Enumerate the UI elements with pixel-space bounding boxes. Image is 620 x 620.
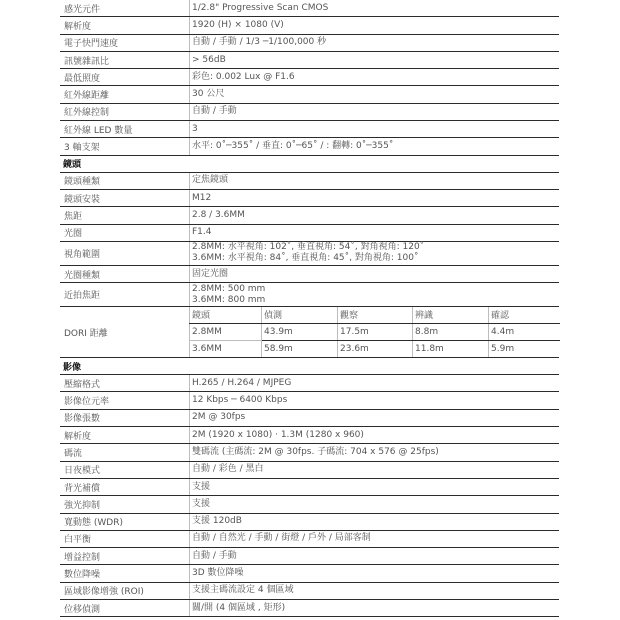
section-lens (60, 173, 559, 358)
spec-value (189, 514, 559, 530)
dori-data-row (190, 340, 560, 357)
spec-value-line: F1.4 (192, 227, 212, 238)
spec-value (189, 225, 559, 241)
spec-value-line: 2M @ 30fps (192, 412, 246, 423)
dori-data-row (190, 323, 560, 340)
spec-value-line: 自動 / 彩色 / 黑白 (192, 464, 264, 475)
spec-value (189, 86, 559, 102)
spec-value (189, 462, 559, 478)
spec-value-line: 定焦鏡頭 (192, 175, 229, 186)
spec-value-line: 自動 / 自然光 / 手動 / 街燈 / 戶外 / 局部客制 (192, 533, 371, 544)
spec-row (60, 444, 559, 461)
spec-value (189, 0, 559, 16)
spec-label: 增益控制 (64, 552, 101, 563)
spec-value (189, 104, 559, 120)
spec-label: 解析度 (64, 431, 92, 442)
spec-label: 視角範圍 (64, 249, 101, 260)
spec-value (189, 496, 559, 512)
spec-row (60, 427, 559, 444)
spec-label: 紅外線 LED 數量 (64, 125, 133, 136)
spec-value (189, 242, 559, 265)
spec-row (60, 266, 559, 283)
spec-row (60, 479, 559, 496)
spec-row (60, 462, 559, 479)
spec-label: 壓縮格式 (64, 379, 101, 390)
spec-label: 白平衡 (64, 535, 92, 546)
spec-value-line: 支援主碼流設定 4 個區域 (192, 585, 294, 596)
spec-value-line: 3.6MM: 800 mm (192, 294, 266, 305)
spec-value (189, 17, 559, 33)
spec-value (189, 207, 559, 223)
spec-value (189, 410, 559, 426)
spec-value-line: 30 公尺 (192, 89, 225, 100)
spec-row (60, 35, 559, 52)
spec-value-line: 2M (1920 x 1080) · 1.3M (1280 x 960) (192, 429, 364, 440)
spec-value-line: 3D 數位降噪 (192, 568, 244, 579)
spec-value-line: 3.6MM: 水平視角: 84˚, 垂直視角: 45˚, 對角視角: 100˚ (192, 253, 419, 264)
spec-label: 訊號雜訊比 (64, 56, 110, 67)
spec-value-line: 支援 (192, 498, 211, 509)
spec-value-line: M12 (192, 192, 212, 203)
spec-label: 紅外線控制 (64, 108, 110, 119)
spec-row (60, 392, 559, 409)
spec-row (60, 225, 559, 242)
spec-row (60, 514, 559, 531)
section-image (60, 375, 559, 617)
spec-row (60, 531, 559, 548)
spec-value-line: 1920 (H) × 1080 (V) (192, 19, 284, 30)
dori-cell: 43.9m (262, 323, 338, 340)
spec-row (60, 283, 559, 307)
spec-label: 碼流 (64, 448, 83, 459)
spec-value-line: > 56dB (192, 54, 226, 65)
spec-row (60, 190, 559, 207)
spec-label: 近拍焦距 (64, 291, 101, 302)
spec-label: 焦距 (64, 211, 83, 222)
spec-row (60, 86, 559, 103)
spec-row (60, 410, 559, 427)
spec-value-line: 2.8 / 3.6MM (192, 209, 245, 220)
dori-cell: 58.9m (262, 340, 338, 357)
spec-label: 強光抑制 (64, 500, 101, 511)
spec-label: 背光補償 (64, 483, 101, 494)
spec-label: 區域影像增強 (ROI) (64, 587, 144, 598)
spec-label: 最低照度 (64, 73, 101, 84)
dori-cell: 5.9m (489, 340, 560, 357)
spec-row (60, 121, 559, 138)
spec-value (189, 565, 559, 581)
spec-label: 感光元件 (64, 4, 101, 15)
spec-value (189, 69, 559, 85)
spec-value (189, 35, 559, 51)
spec-value-line: 12 Kbps ─ 6400 Kbps (192, 395, 288, 406)
spec-value (189, 583, 559, 599)
spec-row (60, 548, 559, 565)
dori-header-cell: 偵測 (262, 307, 338, 323)
spec-row (60, 52, 559, 69)
dori-distance-row (60, 307, 559, 358)
spec-row (60, 496, 559, 513)
spec-label: 3 軸支架 (64, 143, 100, 154)
spec-value-line: 支援 (192, 481, 211, 492)
spec-label: 鏡頭安裝 (64, 194, 101, 205)
spec-value-line: H.265 / H.264 / MJPEG (192, 377, 292, 388)
spec-row (60, 375, 559, 392)
spec-label: 日夜模式 (64, 466, 101, 477)
dori-header-cell: 鏡頭 (190, 307, 262, 323)
spec-value (189, 479, 559, 495)
spec-value (189, 548, 559, 564)
spec-label: 光圈 (64, 229, 83, 240)
section-title-image: 影像 (60, 358, 559, 375)
spec-value-line: 支援 120dB (192, 516, 242, 527)
spec-row (60, 583, 559, 600)
spec-row (60, 69, 559, 86)
dori-cell: 3.6MM (190, 340, 262, 357)
dori-header-cell: 確認 (489, 307, 560, 323)
spec-row (60, 0, 559, 17)
section-sensor (60, 0, 559, 156)
dori-header-row (190, 307, 560, 323)
spec-label: 位移偵測 (64, 604, 101, 615)
spec-row (60, 600, 559, 617)
dori-table (189, 307, 560, 357)
spec-value-line: 雙碼流 (主碼流: 2M @ 30fps. 子碼流: 704 x 576 @ 25fps) (192, 446, 439, 457)
spec-value (189, 266, 559, 282)
spec-row (60, 173, 559, 190)
dori-cell: 23.6m (338, 340, 413, 357)
spec-value-line: 固定光圈 (192, 268, 229, 279)
spec-value (189, 444, 559, 460)
spec-row (60, 17, 559, 34)
spec-value-line: 自動 / 手動 (192, 106, 237, 117)
spec-label: 電子快門速度 (64, 39, 119, 50)
spec-value (189, 392, 559, 408)
spec-row (60, 565, 559, 582)
spec-value-line: 3 (192, 123, 198, 134)
spec-label: 鏡頭種類 (64, 177, 101, 188)
dori-cell: 11.8m (413, 340, 489, 357)
spec-value (189, 375, 559, 391)
spec-label: 數位降噪 (64, 570, 101, 581)
spec-value-line: 水平: 0˚─355˚ / 垂直: 0˚─65˚ / : 翻轉: 0˚─355˚ (192, 141, 394, 152)
spec-value (189, 138, 559, 154)
dori-cell: 2.8MM (190, 323, 262, 340)
dori-header-cell: 辨識 (413, 307, 489, 323)
spec-value (189, 173, 559, 189)
spec-value (189, 121, 559, 137)
spec-value (189, 52, 559, 68)
spec-table (60, 0, 559, 617)
spec-row (60, 207, 559, 224)
spec-label: 紅外線距離 (64, 91, 110, 102)
spec-value-line: 自動 / 手動 / 1/3 ─1/100,000 秒 (192, 37, 327, 48)
dori-cell: 8.8m (413, 323, 489, 340)
spec-value (189, 427, 559, 443)
dori-cell: 17.5m (338, 323, 413, 340)
spec-value-line: 1/2.8" Progressive Scan CMOS (192, 2, 329, 13)
spec-value (189, 531, 559, 547)
spec-value-line: 自動 / 手動 (192, 550, 237, 561)
spec-label: 影像位元率 (64, 397, 110, 408)
dori-header-cell: 觀察 (338, 307, 413, 323)
dori-label: DORI 距離 (64, 328, 108, 339)
spec-value (189, 283, 559, 306)
spec-value-line: 2.8MM: 500 mm (192, 283, 266, 294)
spec-value (189, 190, 559, 206)
dori-cell: 4.4m (489, 323, 560, 340)
spec-value (189, 600, 559, 616)
spec-row (60, 138, 559, 155)
spec-value-line: 關/開 (4 個區域 , 矩形) (192, 602, 286, 613)
spec-label: 解析度 (64, 21, 92, 32)
spec-value-line: 彩色: 0.002 Lux @ F1.6 (192, 71, 295, 82)
spec-label: 寬動態 (WDR) (64, 518, 123, 529)
spec-value-line: 2.8MM: 水平視角: 102˚, 垂直視角: 54˚, 對角視角: 120˚ (192, 242, 425, 253)
section-title-lens: 鏡頭 (60, 156, 559, 173)
spec-row (60, 104, 559, 121)
spec-row (60, 242, 559, 266)
spec-label: 光圈種類 (64, 270, 101, 281)
spec-label: 影像張數 (64, 414, 101, 425)
